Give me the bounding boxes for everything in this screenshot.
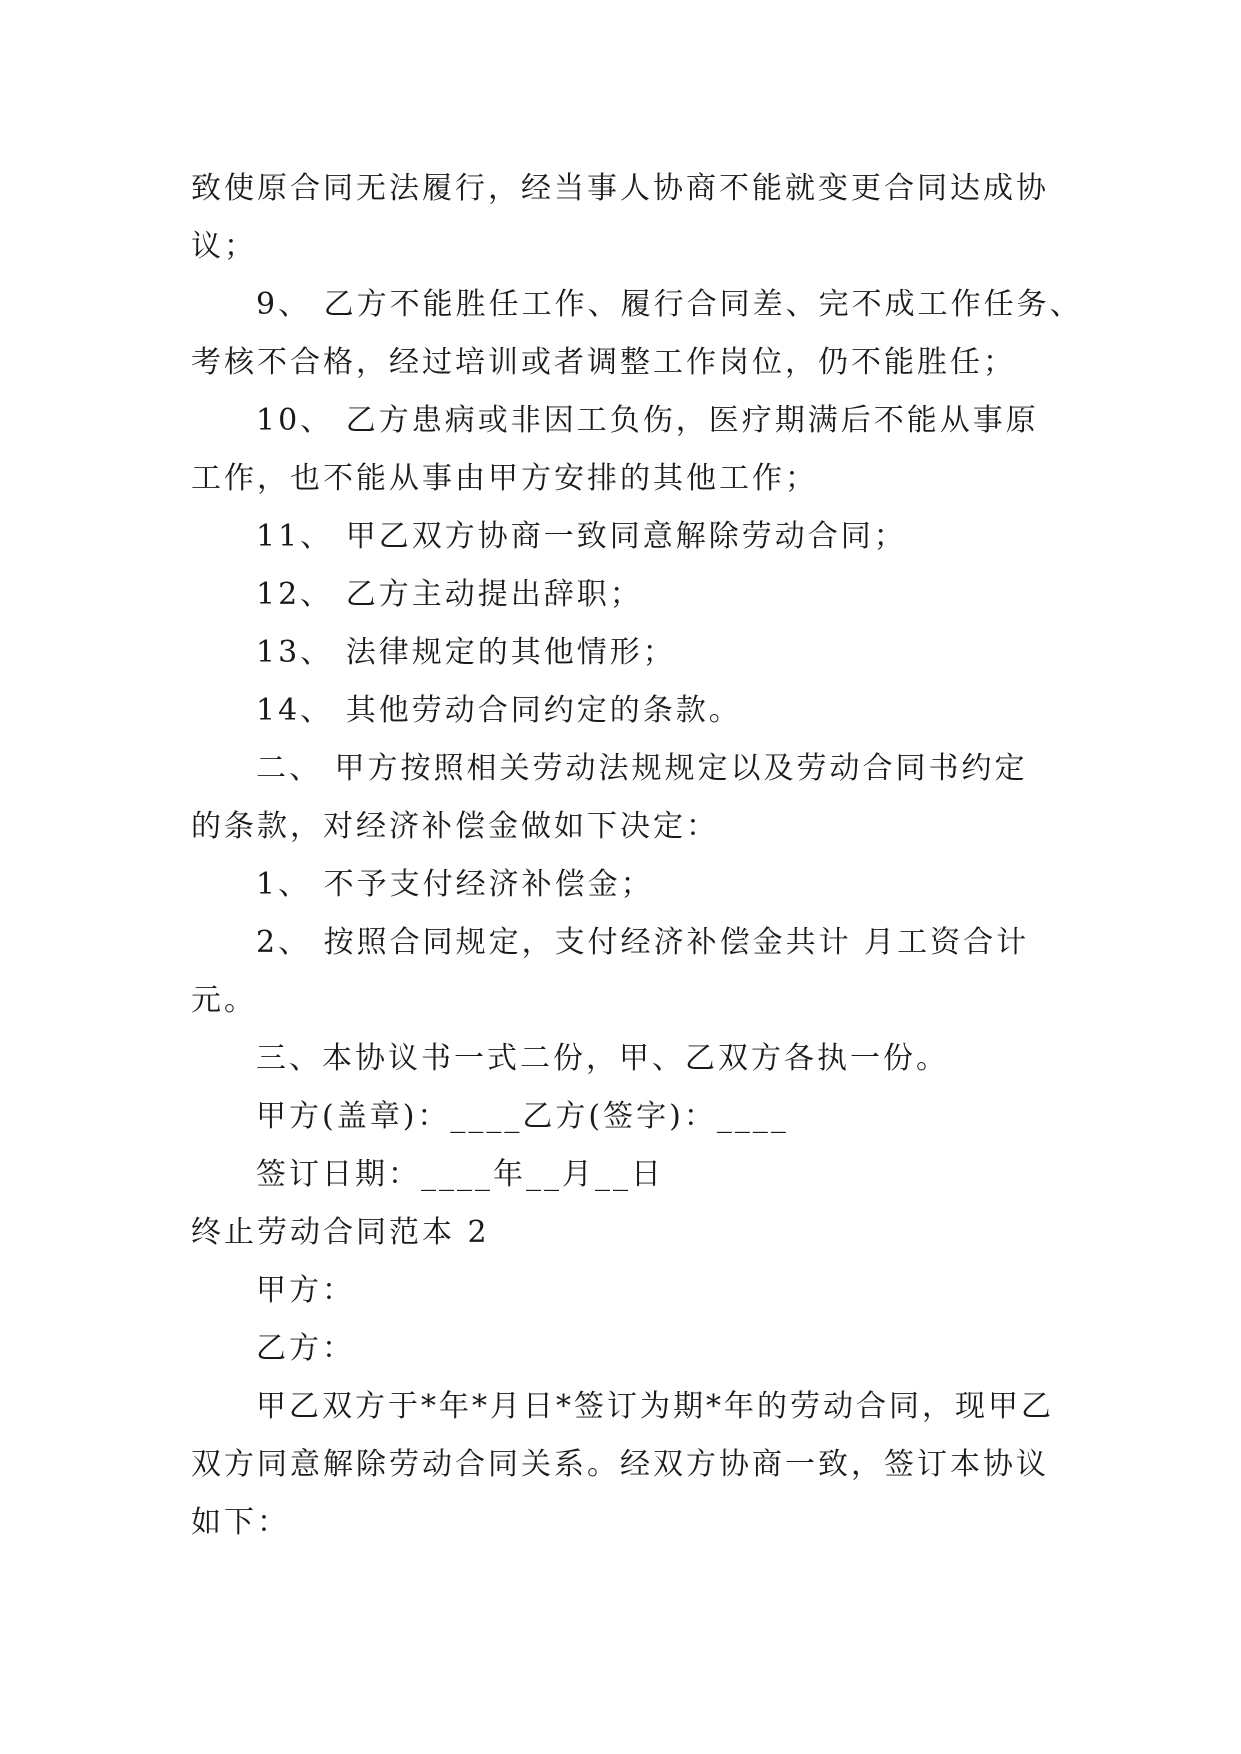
signing-date-line: 签订日期：____年__月__日 bbox=[256, 1157, 664, 1192]
compensation-option-2: 2、 按照合同规定，支付经济补偿金共计 月工资合计 bbox=[256, 925, 1030, 960]
clause-13: 13、 法律规定的其他情形； bbox=[256, 635, 676, 670]
text-line: 考核不合格，经过培训或者调整工作岗位，仍不能胜任； bbox=[191, 345, 1016, 380]
clause-12: 12、 乙方主动提出辞职； bbox=[256, 577, 643, 612]
section-heading: 终止劳动合同范本 2 bbox=[191, 1215, 490, 1250]
compensation-option-1: 1、 不予支付经济补偿金； bbox=[256, 867, 654, 902]
clause-9: 9、 乙方不能胜任工作、履行合同差、完不成工作任务、 bbox=[256, 287, 1083, 322]
section-two: 二、 甲方按照相关劳动法规规定以及劳动合同书约定 bbox=[256, 751, 1028, 786]
text-line: 元。 bbox=[191, 983, 257, 1018]
party-a-line: 甲方： bbox=[256, 1273, 355, 1308]
text-line: 甲乙双方于*年*月日*签订为期*年的劳动合同，现甲乙 bbox=[256, 1389, 1054, 1424]
signature-line: 甲方(盖章)：____乙方(签字)：____ bbox=[256, 1099, 789, 1134]
clause-14: 14、 其他劳动合同约定的条款。 bbox=[256, 693, 742, 728]
text-line: 工作，也不能从事由甲方安排的其他工作； bbox=[191, 461, 818, 496]
clause-11: 11、 甲乙双方协商一致同意解除劳动合同； bbox=[256, 519, 907, 554]
text-line: 议； bbox=[191, 229, 257, 264]
clause-10: 10、 乙方患病或非因工负伤，医疗期满后不能从事原 bbox=[256, 403, 1039, 438]
text-line: 双方同意解除劳动合同关系。经双方协商一致，签订本协议 bbox=[191, 1447, 1049, 1482]
text-line: 的条款，对经济补偿金做如下决定： bbox=[191, 809, 719, 844]
text-line: 如下： bbox=[191, 1505, 290, 1540]
party-b-line: 乙方： bbox=[256, 1331, 355, 1366]
section-three: 三、本协议书一式二份，甲、乙双方各执一份。 bbox=[256, 1041, 949, 1076]
text-line: 致使原合同无法履行，经当事人协商不能就变更合同达成协 bbox=[191, 171, 1049, 206]
document-page bbox=[191, 160, 1083, 1552]
